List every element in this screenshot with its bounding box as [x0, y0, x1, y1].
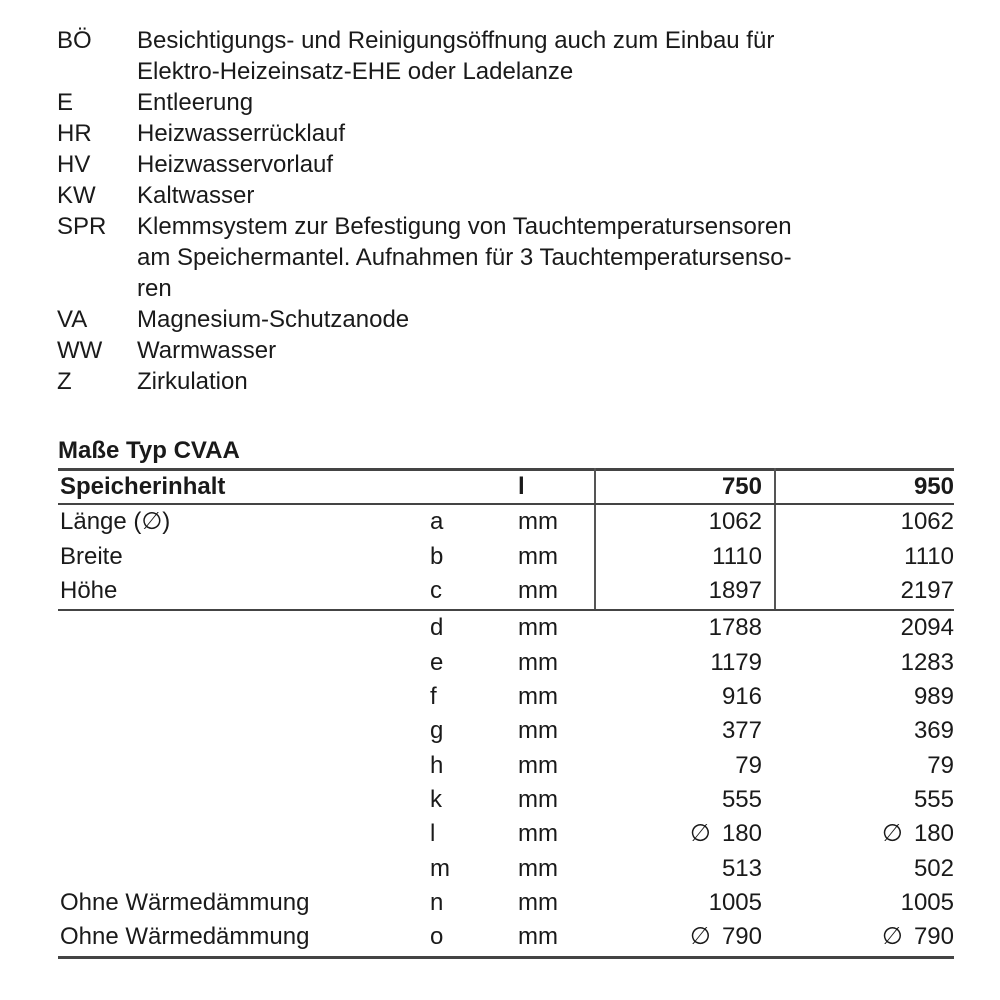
- unit: mm: [518, 649, 558, 676]
- unit: mm: [518, 683, 558, 710]
- dimension-letter: a: [430, 508, 444, 535]
- legend-description: Entleerung: [137, 89, 254, 116]
- abbreviation-legend: [57, 25, 957, 397]
- unit: mm: [518, 614, 558, 641]
- value-750: 916: [721, 683, 762, 710]
- dimension-letter: l: [430, 820, 436, 847]
- table-row: [58, 749, 954, 783]
- diameter-icon: ∅: [689, 820, 711, 847]
- unit: mm: [518, 577, 558, 604]
- legend-abbreviation: VA: [57, 306, 88, 333]
- table-row: [58, 680, 954, 714]
- dimension-letter: g: [430, 717, 444, 744]
- value-number: 790: [721, 923, 762, 950]
- legend-item: [57, 304, 957, 335]
- value-950: 989: [913, 683, 954, 710]
- unit: mm: [518, 786, 558, 813]
- table-row: [58, 714, 954, 748]
- legend-abbreviation: E: [57, 89, 74, 116]
- table-row: [58, 505, 954, 539]
- table-row: [58, 817, 954, 851]
- legend-description: Heizwasservorlauf: [137, 151, 334, 178]
- legend-abbreviation: HR: [57, 120, 92, 147]
- unit: mm: [518, 855, 558, 882]
- row-label: Höhe: [60, 577, 118, 604]
- unit: mm: [518, 543, 558, 570]
- value-750: 1005: [708, 889, 762, 916]
- unit: mm: [518, 923, 558, 950]
- unit: mm: [518, 889, 558, 916]
- table-row: [58, 783, 954, 817]
- value-950: [877, 920, 954, 954]
- dimension-letter: d: [430, 614, 444, 641]
- dimension-letter: k: [430, 786, 442, 813]
- table-bottom-rule: [58, 956, 954, 959]
- dimension-letter: h: [430, 752, 444, 779]
- value-number: 790: [913, 923, 954, 950]
- value-950: 79: [927, 752, 954, 779]
- diameter-icon: ∅: [881, 820, 903, 847]
- value-750: 1110: [712, 543, 762, 570]
- row-label: Länge (∅): [60, 508, 171, 535]
- value-750: 1788: [708, 614, 762, 641]
- legend-item: [57, 335, 957, 366]
- value-950: 369: [913, 717, 954, 744]
- table-header-row: [58, 470, 954, 504]
- legend-description: Magnesium-Schutzanode: [137, 306, 410, 333]
- table-row: [58, 852, 954, 886]
- value-750: 555: [721, 786, 762, 813]
- legend-description: Kaltwasser: [137, 182, 255, 209]
- table-row: [58, 646, 954, 680]
- dimension-letter: n: [430, 889, 444, 916]
- dimension-letter: m: [430, 855, 450, 882]
- legend-description: Besichtigungs- und Reinigungsöffnung auch zum Einbau für Elektro-Heizeinsatz-EHE oder Ladelanze: [137, 27, 775, 85]
- table-row: [58, 920, 954, 954]
- legend-item: [57, 87, 957, 118]
- header-label: Speicherinhalt: [60, 473, 226, 500]
- legend-abbreviation: KW: [57, 182, 96, 209]
- diameter-icon: ∅: [881, 923, 903, 950]
- legend-abbreviation: WW: [57, 337, 103, 364]
- dimension-letter: b: [430, 543, 444, 570]
- legend-description: Heizwasserrücklauf: [137, 120, 346, 147]
- unit: mm: [518, 820, 558, 847]
- dimension-letter: o: [430, 923, 444, 950]
- unit: mm: [518, 752, 558, 779]
- legend-item: [57, 149, 957, 180]
- value-950: 2094: [900, 614, 954, 641]
- value-750: 1179: [710, 649, 762, 676]
- unit: mm: [518, 508, 558, 535]
- legend-item: [57, 366, 957, 397]
- value-750: 1062: [708, 508, 762, 535]
- legend-item: [57, 180, 957, 211]
- table-row: [58, 611, 954, 645]
- legend-description: Zirkulation: [137, 368, 248, 395]
- legend-description: Warmwasser: [137, 337, 277, 364]
- value-950: 502: [913, 855, 954, 882]
- table-row: [58, 574, 954, 608]
- value-750: 1897: [708, 577, 762, 604]
- legend-item: [57, 118, 957, 149]
- value-950: 1062: [900, 508, 954, 535]
- dimension-letter: c: [430, 577, 442, 604]
- table-row: [58, 886, 954, 920]
- legend-item: [57, 25, 957, 87]
- header-value-750: 750: [721, 473, 762, 500]
- value-950: [877, 817, 954, 851]
- value-950: 555: [913, 786, 954, 813]
- value-number: 180: [913, 820, 954, 847]
- legend-item: [57, 211, 957, 304]
- row-label: Breite: [60, 543, 123, 570]
- dimension-letter: f: [430, 683, 437, 710]
- legend-abbreviation: SPR: [57, 213, 107, 240]
- value-number: 180: [721, 820, 762, 847]
- diameter-icon: ∅: [689, 923, 711, 950]
- table-row: [58, 540, 954, 574]
- legend-abbreviation: Z: [57, 368, 72, 395]
- value-950: 1005: [900, 889, 954, 916]
- legend-abbreviation: BÖ: [57, 27, 92, 54]
- unit: mm: [518, 717, 558, 744]
- row-label: Ohne Wärmedämmung: [60, 923, 310, 950]
- legend-abbreviation: HV: [57, 151, 91, 178]
- value-750: [685, 817, 762, 851]
- legend-description: Klemmsystem zur Befestigung von Tauchtemperatursensoren am Speichermantel. Aufnahmen für 3 Tauchtemperatursenso- ren: [137, 213, 792, 302]
- header-unit: l: [518, 473, 525, 500]
- value-950: 1283: [900, 649, 954, 676]
- value-950: 2197: [900, 577, 954, 604]
- value-750: 377: [721, 717, 762, 744]
- value-750: [685, 920, 762, 954]
- dimension-letter: e: [430, 649, 444, 676]
- table-title: Maße Typ CVAA: [58, 437, 240, 464]
- value-750: 513: [721, 855, 762, 882]
- value-950: 1110: [904, 543, 954, 570]
- row-label: Ohne Wärmedämmung: [60, 889, 310, 916]
- value-750: 79: [735, 752, 762, 779]
- header-value-950: 950: [913, 473, 954, 500]
